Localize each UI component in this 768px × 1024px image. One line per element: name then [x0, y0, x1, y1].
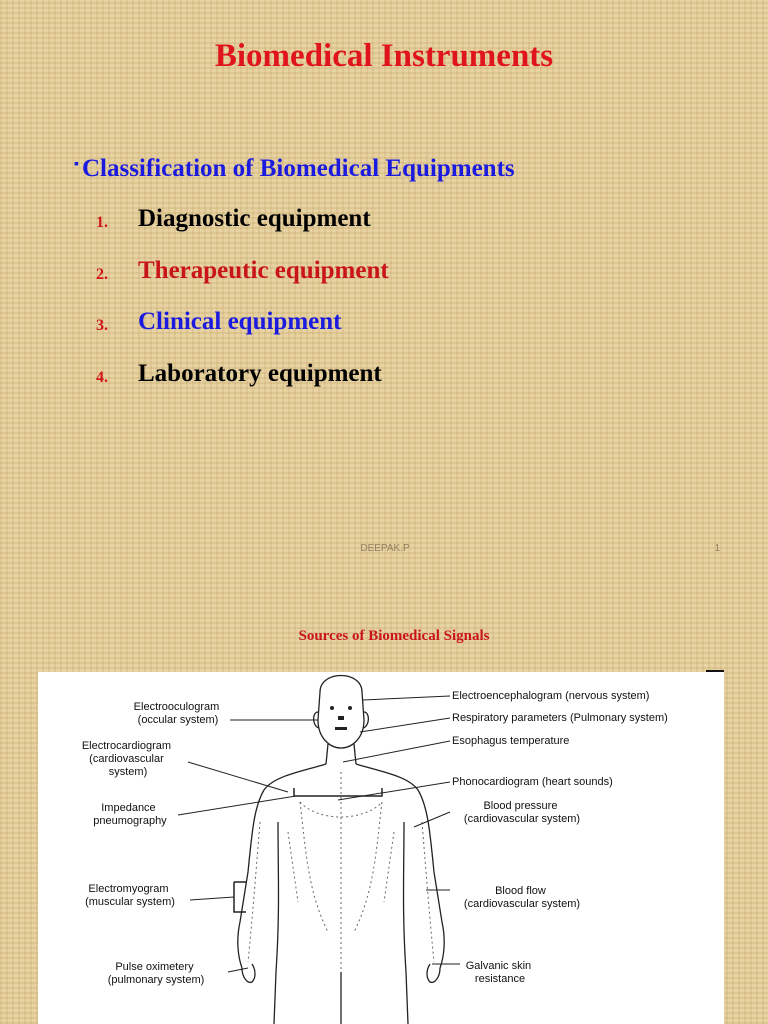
- list-item-text: Laboratory equipment: [138, 359, 382, 387]
- figure-label-right: Blood flow (cardiovascular system): [463, 885, 581, 910]
- figure-label-left: Electrooculogram (occular system): [133, 701, 220, 726]
- classification-heading-text: Classification of Biomedical Equipments: [81, 155, 515, 182]
- classification-heading: [74, 155, 515, 183]
- slide-2-title: Sources of Biomedical Signals: [298, 628, 490, 644]
- list-item-number: 2.: [96, 265, 108, 283]
- figure-label-left: Pulse oximetery (pulmonary system): [107, 961, 205, 986]
- list-item-text: Therapeutic equipment: [138, 256, 389, 284]
- figure-label-left: Electromyogram (muscular system): [85, 883, 175, 908]
- face-features: [330, 706, 352, 730]
- figure-label-right: Blood pressure (cardiovascular system): [463, 800, 581, 825]
- figure-label-left: Electrocardiogram (cardiovascular system): [81, 740, 172, 778]
- list-item-number: 4.: [96, 368, 108, 386]
- body-diagram: [38, 672, 724, 1024]
- figure-label-right: Phonocardiogram (heart sounds): [452, 776, 613, 788]
- internal-dotted-lines: [248, 772, 434, 972]
- figure-label-right: Esophagus temperature: [452, 735, 570, 747]
- figure-label-right: Respiratory parameters (Pulmonary system): [452, 712, 668, 724]
- footer-author: DEEPAK.P: [360, 543, 410, 554]
- biomedical-signals-figure: [38, 672, 724, 1024]
- list-item-number: 1.: [96, 214, 108, 231]
- square-bullet-icon: ▪: [74, 157, 79, 172]
- figure-label-right: Electroencephalogram (nervous system): [452, 690, 650, 702]
- list-item-text: Diagnostic equipment: [138, 205, 371, 232]
- page-number: 1: [714, 543, 720, 554]
- sensor-markers: [234, 788, 382, 912]
- slide-title: Biomedical Instruments: [214, 38, 554, 74]
- list-item-text: Clinical equipment: [138, 308, 342, 335]
- figure-label-left: Impedance pneumography: [93, 802, 167, 827]
- leader-lines: [178, 696, 460, 972]
- figure-label-right: Galvanic skin resistance: [465, 960, 532, 985]
- list-item-number: 3.: [96, 317, 108, 334]
